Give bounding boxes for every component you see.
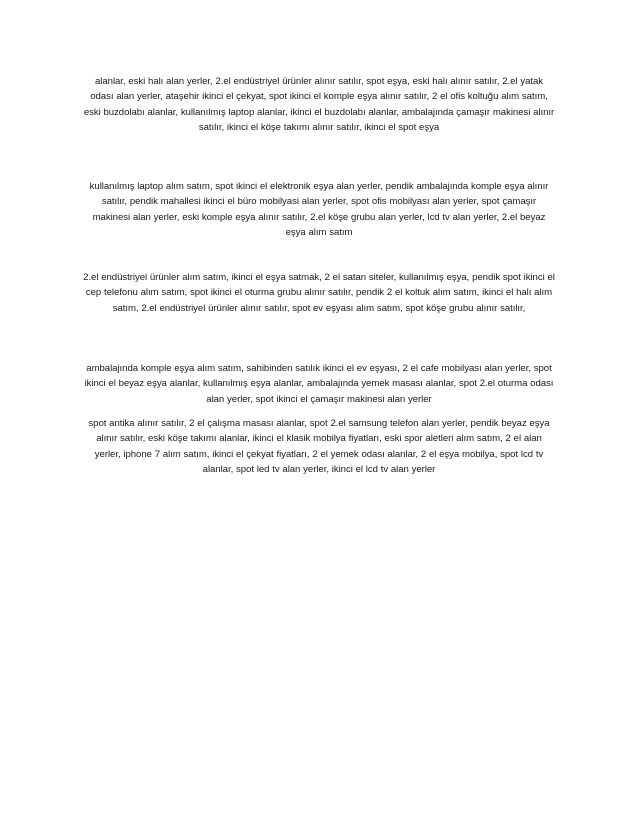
paragraph-1: alanlar, eski halı alan yerler, 2.el endüstriyel ürünler alınır satılır, spot eşya, eski halı alınır satılır, 2.el yatak odası alan yerler, ataşehir ikinci el çekyat, spot ikinci el komple eşya alınır satılır, 2 el ofis koltuğu alım satım, eski buzdolabı alanlar, kullanılmış laptop alanlar, ikinci el buzdolabı alanlar, ambalajında çamaşır makinesi alınır satılır, ikinci el köşe takımı alınır satılır, ikinci el spot eşya — [83, 76, 555, 134]
paragraph-5: spot antika alınır satılır, 2 el çalışma masası alanlar, spot 2.el samsung telefon alan yerler, pendik beyaz eşya alınır satılır, eski köşe takımı alanlar, ikinci el klasik mobilya fiyatları, eski spor aletleri alım satım, 2 el alan yerler, iphone 7 alım satım, ikinci el çekyat fiyatları, 2 el yemek odası alanlar, 2 el eşya mobilya, spot lcd tv alanlar, spot led tv alan yerler, ikinci el lcd tv alan yerler — [88, 418, 550, 476]
paragraph-3: 2.el endüstriyel ürünler alım satım, ikinci el eşya satmak, 2 el satan siteler, kullanılmış eşya, pendik spot ikinci el cep telefonu alım satım, spot ikinci el oturma grubu alınır satılır, pendik 2 el koltuk alım satım, ikinci el halı alım satım, 2.el endüstriyel ürünler alınır satılır, spot ev eşyası alım satım, spot köşe grubu alınır satılır, — [83, 272, 555, 314]
paragraph-4: ambalajında komple eşya alım satım, sahibinden satılık ikinci el ev eşyası, 2 el cafe mobilyası alan yerler, spot ikinci el beyaz eşya alanlar, kullanılmış eşya alanlar, ambalajında yemek masası alanlar, spot 2.el oturma odası alan yerler, spot ikinci el çamaşır makinesi alan yerler — [84, 363, 554, 405]
paragraph-2: kullanılmış laptop alım satım, spot ikinci el elektronik eşya alan yerler, pendik ambalajında komple eşya alınır satılır, pendik mahallesi ikinci el büro mobilyasi alan yerler, spot ofis mobilyası alan yerler, spot çamaşır makinesi alan yerler, eski komple eşya alınır satılır, 2.el köşe grubu alan yerler, lcd tv alan yerler, 2.el beyaz eşya alım satım — [89, 181, 549, 239]
